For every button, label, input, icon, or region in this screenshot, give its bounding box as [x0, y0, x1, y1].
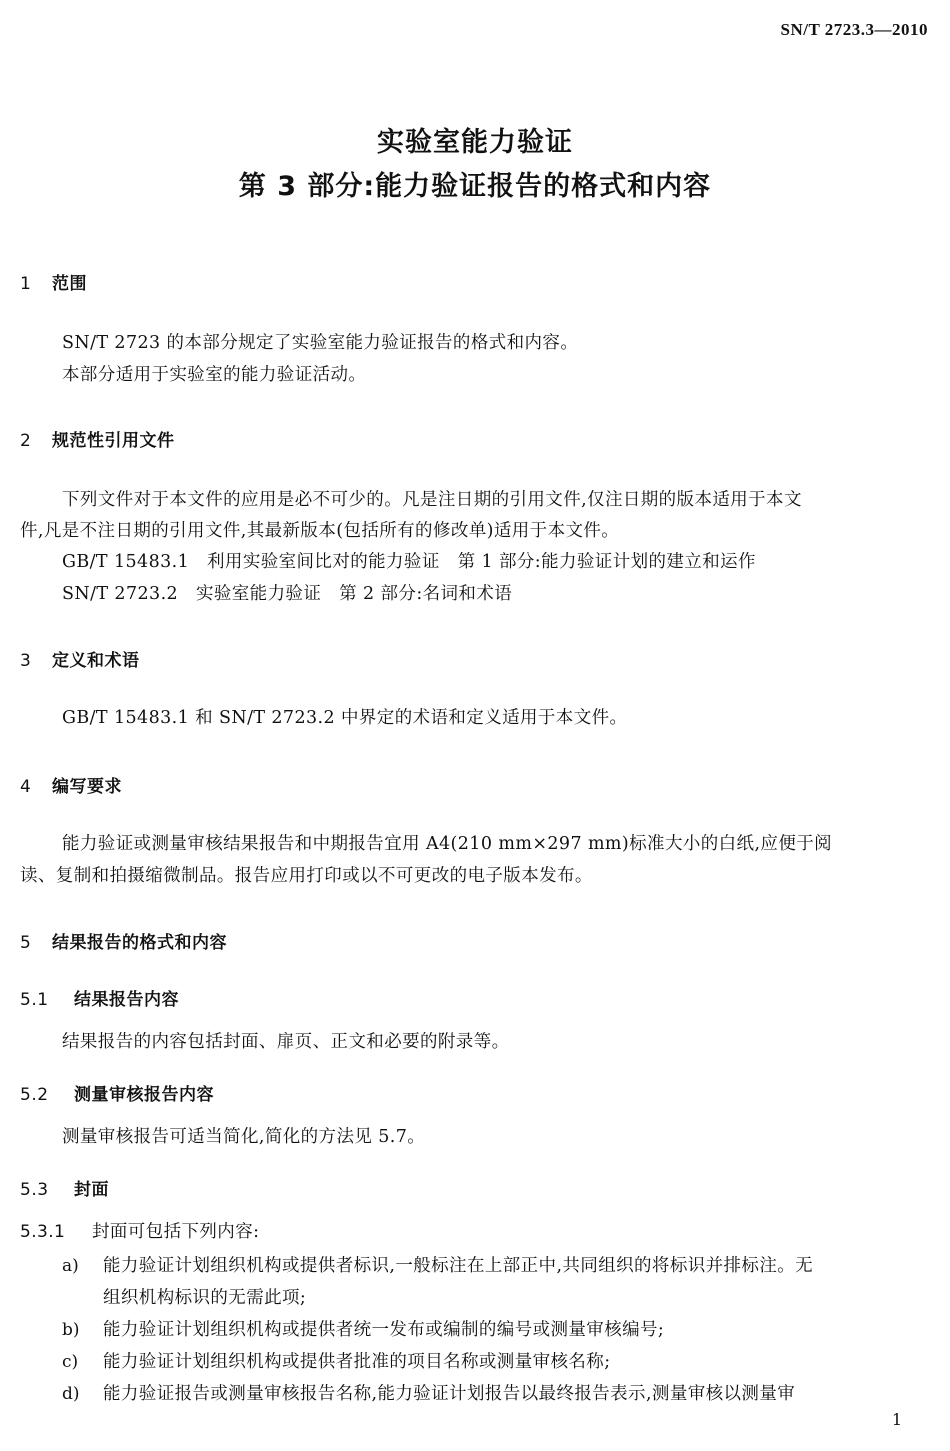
section-5-2-heading: [20, 1080, 214, 1105]
standard-code: SN/T 2723.3—2010: [780, 20, 928, 39]
paragraph: 结果报告的内容包括封面、扉页、正文和必要的附录等。: [62, 1032, 510, 1052]
section-number: 1: [20, 274, 32, 294]
list-item: 能力验证计划组织机构或提供者标识,一般标注在上部正中,共同组织的将标识并排标注。无: [103, 1256, 814, 1276]
section-number: 3: [20, 651, 32, 671]
section-number: 5.2: [20, 1085, 49, 1105]
paragraph: 测量审核报告可适当简化,简化的方法见 5.7。: [62, 1127, 426, 1147]
document-title: 实验室能力验证: [377, 127, 573, 158]
section-number: 5: [20, 933, 32, 953]
list-item-continued: 组织机构标识的无需此项;: [103, 1288, 307, 1308]
list-item: 能力验证计划组织机构或提供者统一发布或编制的编号或测量审核编号;: [103, 1320, 665, 1340]
reference-item: SN/T 2723.2 实验室能力验证 第 2 部分:名词和术语: [62, 584, 513, 604]
clause-text: 封面可包括下列内容:: [92, 1222, 260, 1242]
section-title: 封面: [74, 1180, 109, 1200]
list-item: 能力验证报告或测量审核报告名称,能力验证计划报告以最终报告表示,测量审核以测量审: [103, 1384, 796, 1404]
section-number: 5.3: [20, 1180, 49, 1200]
section-title: 测量审核报告内容: [74, 1085, 214, 1105]
page-number: 1: [891, 1410, 902, 1429]
section-title: 范围: [52, 274, 87, 294]
section-number: 5.1: [20, 990, 49, 1010]
list-item: 能力验证计划组织机构或提供者批准的项目名称或测量审核名称;: [103, 1352, 611, 1372]
paragraph: GB/T 15483.1 和 SN/T 2723.2 中界定的术语和定义适用于本文件。: [62, 708, 628, 728]
paragraph: 能力验证或测量审核结果报告和中期报告宜用 A4(210 mm×297 mm)标准大小的白纸,应便于阅: [62, 834, 833, 854]
section-number: 4: [20, 777, 32, 797]
document-subtitle: 第 3 部分:能力验证报告的格式和内容: [238, 171, 712, 202]
section-5-heading: [20, 928, 227, 953]
section-3-heading: [20, 646, 140, 671]
section-5-3-heading: [20, 1175, 109, 1200]
section-title: 结果报告的格式和内容: [52, 933, 227, 953]
paragraph: SN/T 2723 的本部分规定了实验室能力验证报告的格式和内容。: [62, 333, 579, 353]
list-marker: a): [62, 1256, 79, 1276]
section-number: 2: [20, 431, 32, 451]
paragraph: 读、复制和拍摄缩微制品。报告应用打印或以不可更改的电子版本发布。: [20, 866, 593, 886]
paragraph: 本部分适用于实验室的能力验证活动。: [62, 365, 367, 385]
list-marker: b): [62, 1320, 80, 1340]
section-5-1-heading: [20, 985, 179, 1010]
section-2-heading: [20, 426, 175, 451]
paragraph: 下列文件对于本文件的应用是必不可少的。凡是注日期的引用文件,仅注日期的版本适用于本文: [62, 490, 802, 510]
section-1-heading: [20, 269, 87, 294]
clause-5-3-1: [20, 1216, 259, 1248]
list-marker: c): [62, 1352, 79, 1372]
section-title: 结果报告内容: [74, 990, 179, 1010]
reference-item: GB/T 15483.1 利用实验室间比对的能力验证 第 1 部分:能力验证计划的建立和运作: [62, 552, 756, 572]
section-title: 规范性引用文件: [52, 431, 175, 451]
section-title: 定义和术语: [52, 651, 140, 671]
paragraph: 件,凡是不注日期的引用文件,其最新版本(包括所有的修改单)适用于本文件。: [20, 521, 620, 541]
list-marker: d): [62, 1384, 80, 1404]
section-title: 编写要求: [52, 777, 122, 797]
section-4-heading: [20, 772, 122, 797]
clause-number: 5.3.1: [20, 1222, 66, 1242]
